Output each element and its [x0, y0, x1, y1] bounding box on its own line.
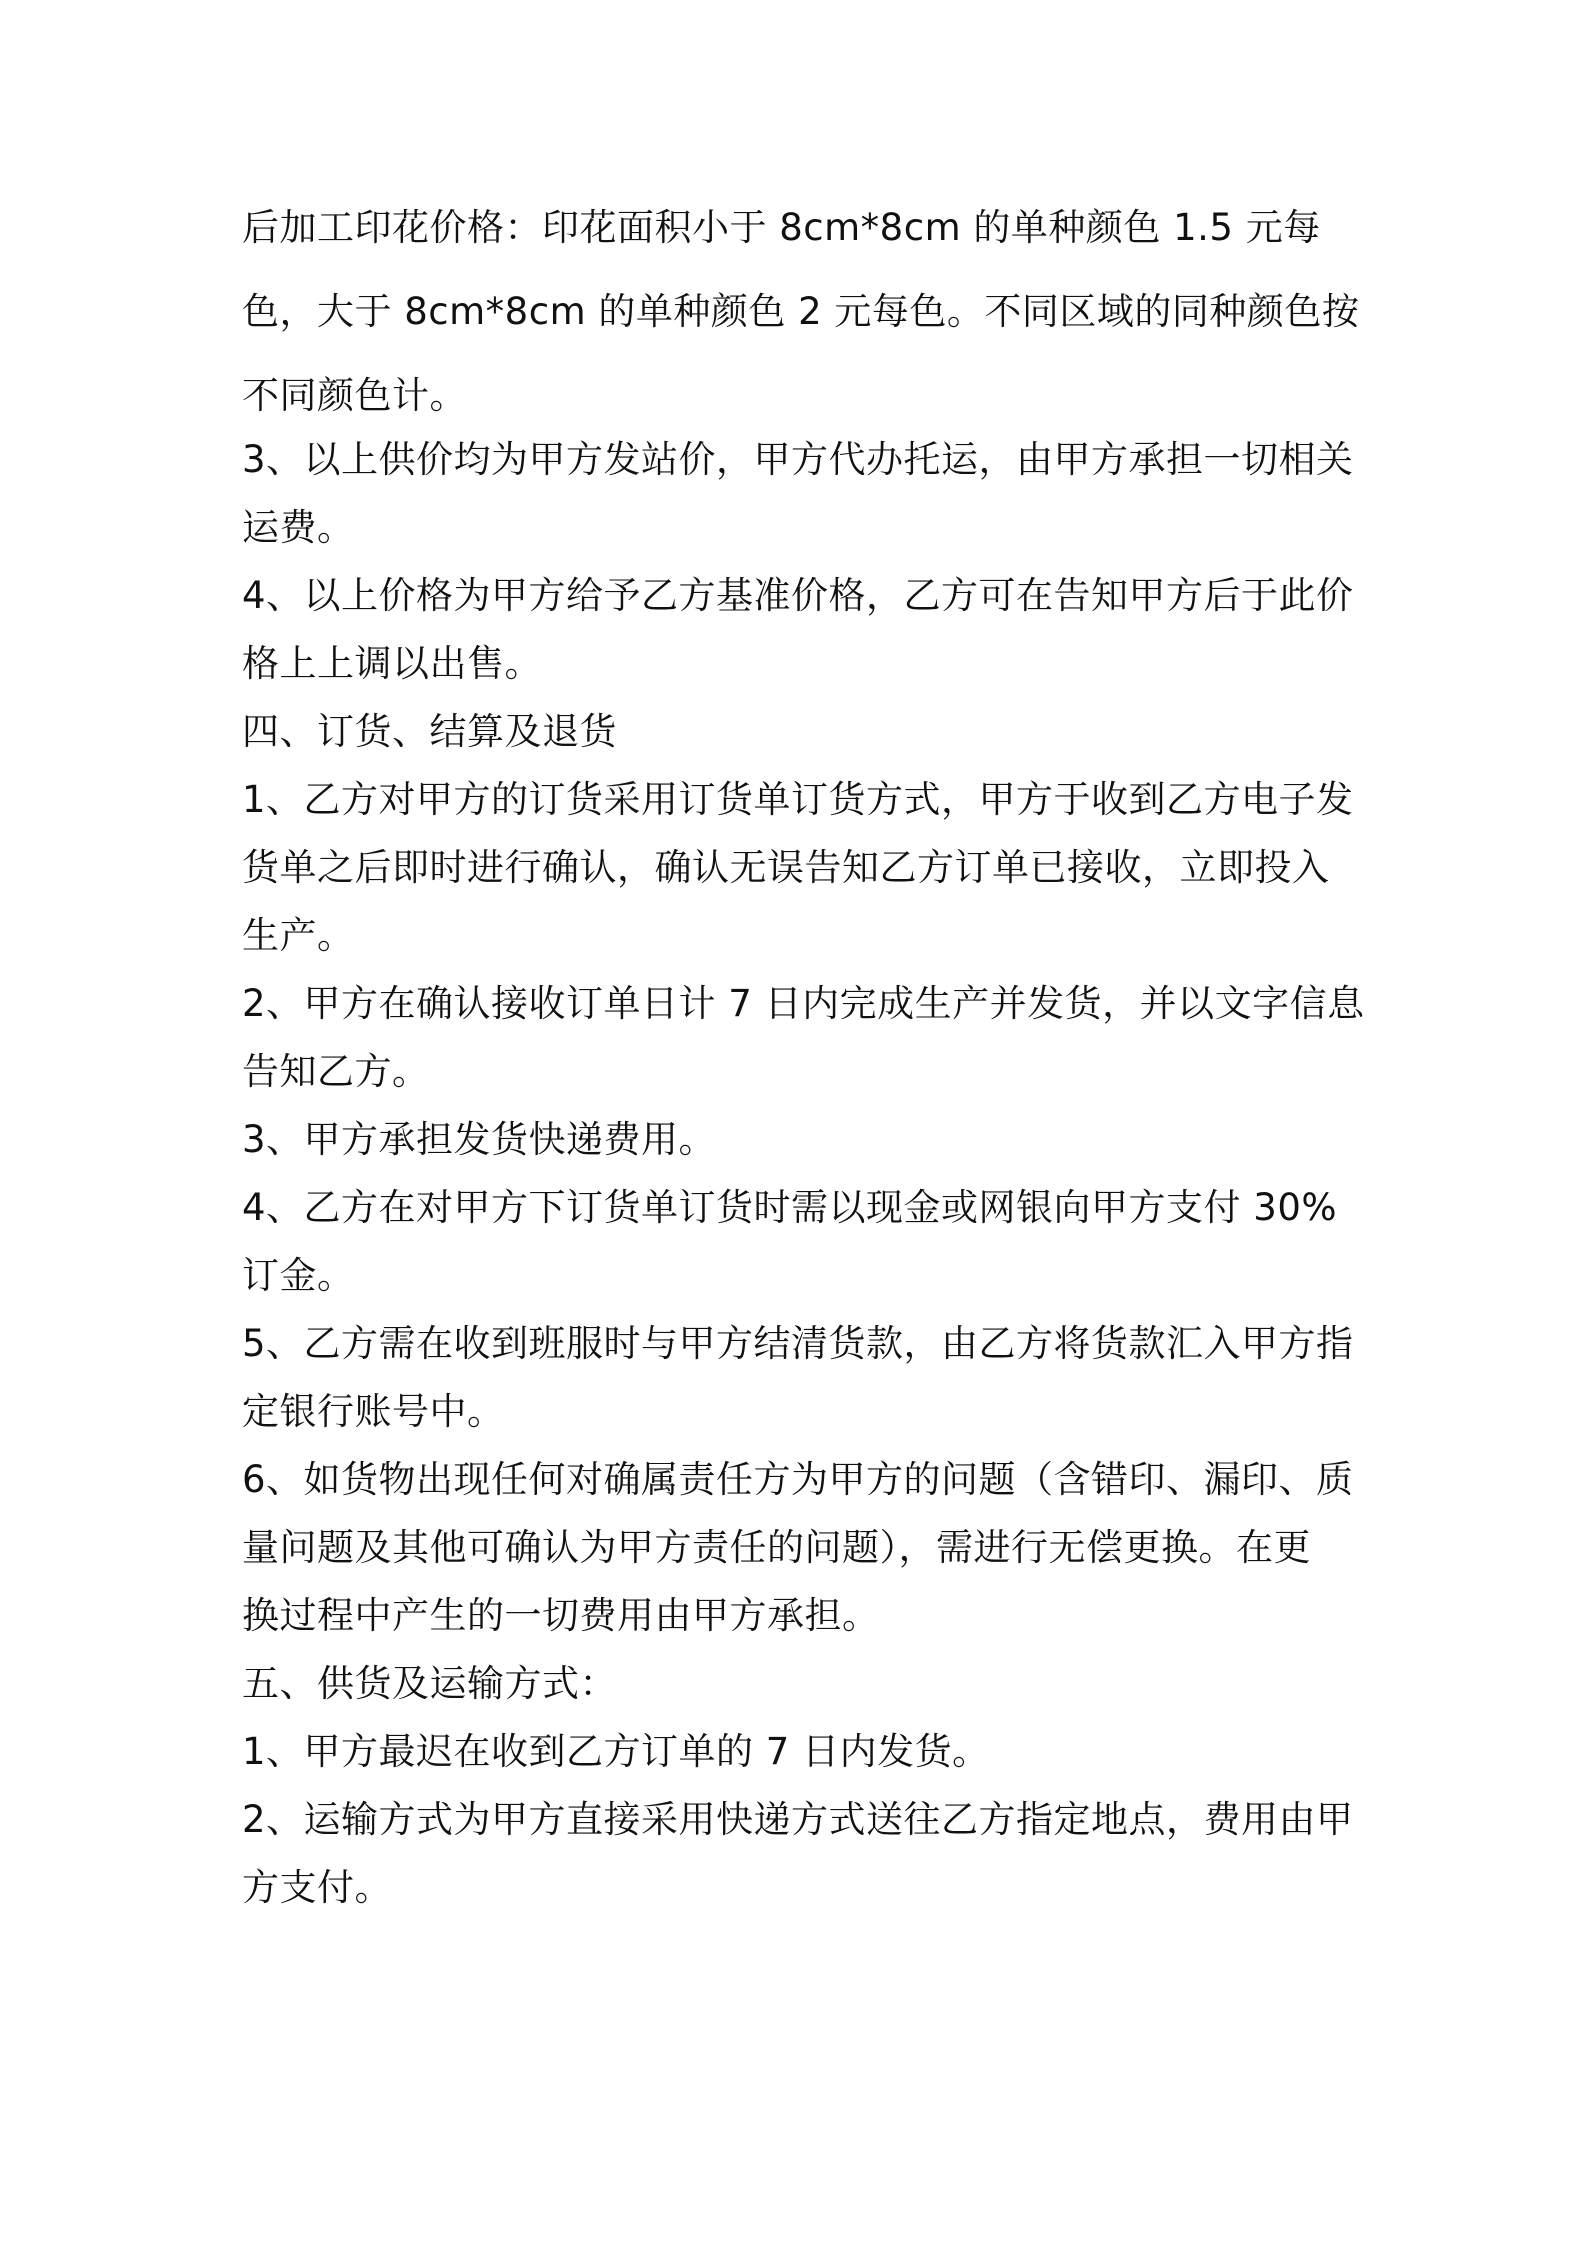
text-line: 定银行账号中。 [242, 1390, 505, 1433]
paragraph [242, 568, 1362, 704]
text-line: 告知乙方。 [242, 1050, 430, 1093]
text-line: 格上上调以出售。 [242, 642, 542, 685]
text-line: 5、乙方需在收到班服时与甲方结清货款，由乙方将货款汇入甲方指 [242, 1322, 1354, 1365]
paragraph [242, 432, 1362, 568]
paragraph [242, 976, 1365, 1112]
paragraph [242, 200, 1362, 432]
text-line: 换过程中产生的一切费用由甲方承担。 [242, 1594, 880, 1637]
text-line: 2、甲方在确认接收订单日计 7 日内完成生产并发货，并以文字信息 [242, 982, 1365, 1025]
text-line: 4、以上价格为甲方给予乙方基准价格，乙方可在告知甲方后于此价 [242, 574, 1354, 617]
text-line: 四、订货、结算及退货 [242, 710, 617, 753]
text-line: 1、乙方对甲方的订货采用订货单订货方式，甲方于收到乙方电子发 [242, 778, 1354, 821]
text-line: 4、乙方在对甲方下订货单订货时需以现金或网银向甲方支付 30% [242, 1186, 1338, 1229]
text-line: 运费。 [242, 506, 355, 549]
paragraph [242, 1452, 1362, 1656]
text-line: 色，大于 8cm*8cm 的单种颜色 2 元每色。不同区域的同种颜色按 [242, 290, 1360, 333]
text-line: 生产。 [242, 914, 355, 957]
text-line: 五、供货及运输方式： [242, 1662, 617, 1705]
text-line: 后加工印花价格：印花面积小于 8cm*8cm 的单种颜色 1.5 元每 [242, 206, 1321, 249]
paragraph [242, 704, 1362, 772]
paragraph [242, 1316, 1362, 1452]
text-line: 订金。 [242, 1254, 355, 1297]
text-line: 1、甲方最迟在收到乙方订单的 7 日内发货。 [242, 1730, 990, 1773]
text-line: 6、如货物出现任何对确属责任方为甲方的问题（含错印、漏印、质 [242, 1458, 1354, 1501]
paragraph [242, 1656, 1362, 1724]
text-line: 2、运输方式为甲方直接采用快递方式送往乙方指定地点，费用由甲 [242, 1798, 1354, 1841]
paragraph [242, 1180, 1362, 1316]
text-line: 方支付。 [242, 1866, 392, 1909]
paragraph [242, 1724, 1362, 1792]
text-line: 不同颜色计。 [242, 374, 467, 417]
paragraph [242, 1112, 1362, 1180]
document-body [242, 200, 1365, 1928]
paragraph [242, 772, 1362, 976]
paragraph [242, 1792, 1362, 1928]
text-line: 货单之后即时进行确认，确认无误告知乙方订单已接收，立即投入 [242, 846, 1330, 889]
text-line: 量问题及其他可确认为甲方责任的问题），需进行无偿更换。在更 [242, 1526, 1311, 1569]
text-line: 3、甲方承担发货快递费用。 [242, 1118, 717, 1161]
text-line: 3、以上供价均为甲方发站价，甲方代办托运，由甲方承担一切相关 [242, 438, 1354, 481]
